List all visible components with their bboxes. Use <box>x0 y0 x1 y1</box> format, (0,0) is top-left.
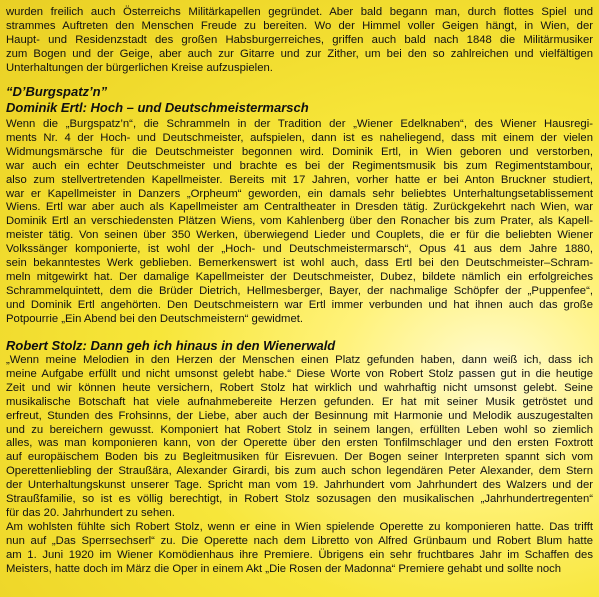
text-line: Volkssänger komponierte, ist wohl der „Hoch- und Deutschmeistermarsch“, Opus 41 aus dem Jahre 1880, <box>6 243 593 256</box>
text-line: strammes Auftreten den Menschen Freude zu bereiten. Wo der Himmel voller Geigen hängt, in Wien, der <box>6 19 593 32</box>
intro-paragraph <box>6 6 593 76</box>
text-line: war er Kapellmeister in Danzers „Orpheum“ geworden, ein damals sehr beliebtes Unterhaltungsetablissement <box>6 187 593 200</box>
text-line: Operettenliebling der Straußära, Alexander Girardi, bis zum auch schon legendären Peter Alexander, dem Stern <box>6 465 593 478</box>
text-line: Unterhaltungen der bürgerlichen Kreise aufzuspielen. <box>6 61 273 74</box>
text-line: Widmungsmärsche für die Deutschmeister begonnen wird. Dominik Ertl, in Wien geboren und verstorben, <box>6 145 593 158</box>
text-line: meister tätig. Von seinen über 350 Werken, überwiegend Lieder und Couplets, die er für die beliebten Wiener <box>6 229 593 242</box>
text-line: Zeit und wir können heute versichern, Robert Stolz hat wirklich und wahrhaftig nicht umsonst gelebt. Seine <box>6 381 593 394</box>
section-heading-ertl: Dominik Ertl: Hoch – und Deutschmeistermarsch <box>6 100 309 115</box>
text-line: Wenn die „Burgspatz’n“, die Schrammeln in der Tradition der „Wiener Edelknaben“, des Wiener Hausregi- <box>6 118 593 130</box>
text-line: sein bekanntestes Werk geblieben. Bemerkenswert ist wohl auch, dass Ertl bei den Deutschmeister–Schram- <box>6 257 593 270</box>
text-line: nun auf „Das Sperrsechserl“ zu. Die Operette nach dem Libretto von Alfred Grünbaum und Robert Blum hatte <box>6 534 593 547</box>
text-line: Meisters, hatte doch im März die Oper in einem Akt „Die Rosen der Madonna“ Premiere gehabt und sollte noch <box>6 562 562 575</box>
text-line: und zu bereichern gewusst. Komponiert hat Robert Stolz in seinem langen, erfüllten Leben wohl so ziemlich <box>6 423 593 436</box>
text-line: meln mitgewirkt hat. Der damalige Kapellmeister der Deutschmeister, Dubez, bildete nämlich ein erfolgreiches <box>6 270 593 283</box>
text-line: Dominik Ertl an verschiedensten Plätzen Wiens, vom Kahlenberg über den Ronacher bis zum Prater, als Kapell- <box>6 215 593 228</box>
section-heading-stolz: Robert Stolz: Dann geh ich hinaus in den Wienerwald <box>6 338 336 353</box>
text-line: Wiens. Ertl war aber auch als Kapellmeister am Centraltheater in Dresden tätig. Zurückgekehrt nach Wien, war <box>6 201 593 214</box>
text-line: und Dominik Ertl angehörten. Den Deutschmeistern war Ertl immer verbunden und hat ihnen auch das große <box>6 298 593 311</box>
text-line: musikalische Botschaft hat viele aufnahmebereite Herzen gefunden. Er hat mit seiner Musik getröstet und <box>6 395 593 408</box>
text-line: Schrammelquintett, dem die Brüder Dietrich, Hellmesberger, Bayer, der nachmalige Schöpfer der „Puppenfee“, <box>6 284 593 297</box>
text-line: der Unterhaltungskunst unserer Tage. Spricht man vom 19. Jahrhundert vom Jahrhundert des Walzers und der <box>6 479 593 492</box>
text-line: erfreut, Stunden des Frohsinns, der Liebe, aber auch der Besinnung mit Harmonie und Melodik auszugestalten <box>6 409 593 422</box>
text-line: für das 20. Jahrhundert zu sehen. <box>6 506 175 519</box>
ertl-paragraph <box>6 118 593 327</box>
text-line: meine Aufgabe erfüllt und nicht umsonst gelebt habe.“ Diese Worte von Robert Stolz passen gut in die heutige <box>6 367 593 380</box>
text-line: Haupt- und Residenzstadt des großen Habsburgerreiches, griffen auch bald nach 1848 die Militärmusiker <box>6 33 593 46</box>
text-line: auf europäischem Boden bis zu Begleitmusiken für Eisrevuen. Der Bogen seiner Interpreten spannt sich vom <box>6 451 593 464</box>
text-line: am 1. Juni 1920 im Wiener Komödienhaus ihre Premiere. Übrigens ein sehr fruchtbares Jahr im Schaffen des <box>6 548 593 561</box>
text-line: Am wohlsten fühlte sich Robert Stolz, wenn er eine in Wien spielende Operette zu komponieren hatte. Das trifft <box>6 520 593 533</box>
text-line: zum Bogen und der Geige, aber auch zur Gitarre und zur Zither, um bei den so zahlreichen und vielfältigen <box>6 47 593 60</box>
text-line: wurden freilich auch Österreichs Militärkapellen gegründet. Aber bald begann man, durch flottes Spiel und <box>6 6 593 18</box>
stolz-paragraph <box>6 354 593 577</box>
section-heading-burgspatzn: “D’Burgspatz’n” <box>6 84 108 99</box>
text-line: alles, was man komponieren kann, von der Operette über den ersten Tonfilmschlager und den ersten Foxtrott <box>6 437 593 450</box>
text-line: Straußfamilie, so ist es völlig berechtigt, in Robert Stolz sozusagen den musikalischen „Jahrhundertregenten“ <box>6 493 593 506</box>
text-line: war auch ein echter Deutschmeister und brachte es bei der Regimentsmusik bis zum Regimentstambour, <box>6 159 593 172</box>
text-line: Potpourrie „Ein Abend bei den Deutschmeistern“ gewidmet. <box>6 312 304 325</box>
text-line: „Wenn meine Melodien in den Herzen der Menschen einen Platz gefunden haben, dann weiß ich, dass ich <box>6 354 593 366</box>
text-line: also zum stellvertretenden Kapellmeister. Bereits mit 17 Jahren, vorher hatte er bei Anton Bruckner studiert, <box>6 173 593 186</box>
text-line: ments Nr. 4 der Hoch- und Deutschmeister, aufspielen, dann ist es naheliegend, dass mit einem der vielen <box>6 131 593 144</box>
